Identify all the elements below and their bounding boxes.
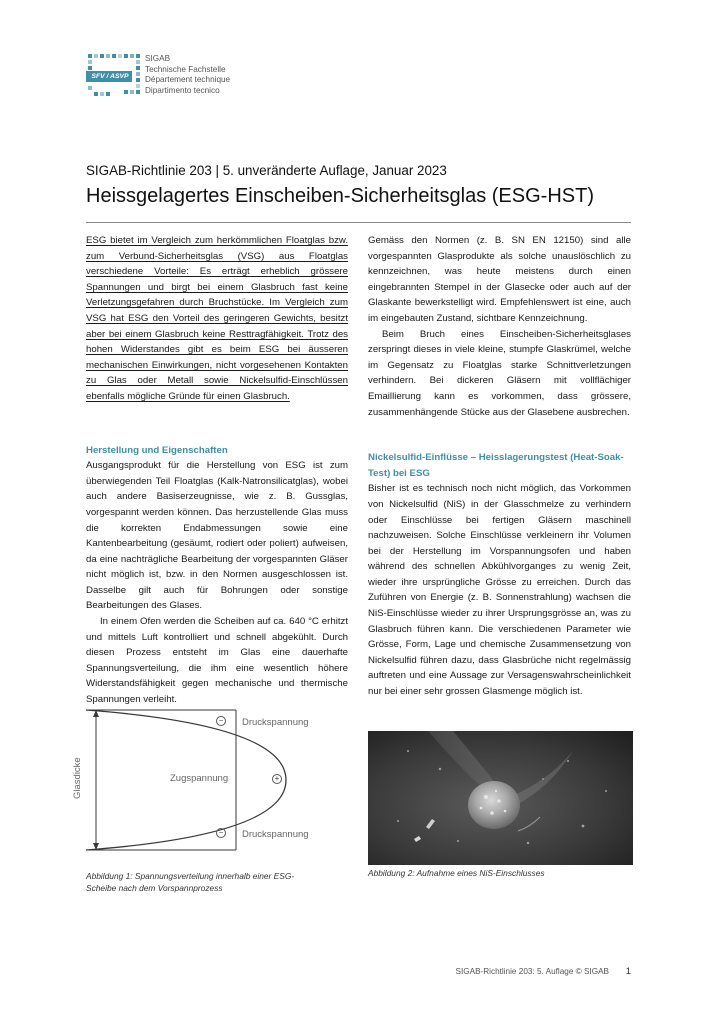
minus-sign-icon: − xyxy=(216,716,226,726)
paragraph: Bisher ist es technisch noch nicht möglich, das Vorkommen von Nickelsulfid (NiS) in der Glasschmelze zu verhindern oder Einschlüsse bei fertigen Gläsern maschinell nachzuweisen. Solche Einschlüsse verkleinern ihr Volumen bei der Herstellung im Vorspannungsofen und haben während des schnellen Abkühlvorganges zu wenig Zeit, wieder ihre ursprüngliche Grösse zu erreichen. Durch das Zuführen von Energie (z. B. Sonnenstrahlung) wachsen die NiS-Einschlüsse wieder zu ihrer Ursprungsgrösse an, was zu Glasbruch führen kann. Die verschiedenen Parameter wie Grösse, Form, Lage und chemische Zusammensetzung von Nickelsulfid führen dazu, dass Glasbrüche nicht regelmässig auftreten und eine Aussage zur Versagenswahrscheinlichkeit nur bei einer sehr grossen Glasmenge möglich ist. xyxy=(368,483,631,698)
logo-line-org: SIGAB xyxy=(145,54,171,63)
intro-paragraph: ESG bietet im Vergleich zum herkömmlichen Floatglas bzw. zum Verbund-Sicherheitsglas (VSG) aus Floatglas verschiedene Vorteile: Es erträgt erheblich grössere Spannungen und birgt bei einem Glasbruch fast keine Verletzungsgefahren durch Bruchstücke. Im Vergleich zum VSG hat ESG den Vorteil des geringeren Gewichts, besitzt aber bei einem Glasbruch keine Resttragfähigkeit. Trotz des hohen Widerstandes gibt es beim ESG bei äusseren mechanischen Einwirkungen, nicht vorgesehenen Kontakten zu Glas oder Metall sowie Nickelsulfid-Einschlüssen ebenfalls mögliche Gründe für einen Glasbruch. xyxy=(86,235,348,402)
section-heading-production: Herstellung und Eigenschaften xyxy=(86,444,228,456)
header-divider xyxy=(86,222,631,223)
page-title: Heissgelagertes Einscheiben-Sicherheitsglas (ESG-HST) xyxy=(86,185,594,207)
sigab-logo xyxy=(86,52,144,100)
section-heading-nickel-sulfide: Nickelsulfid-Einflüsse – Heisslagerungstest (Heat-Soak-Test) bei ESG xyxy=(368,452,624,479)
figure-2-caption: Abbildung 2: Aufnahme eines NiS-Einschlusses xyxy=(368,868,545,878)
paragraph: Ausgangsprodukt für die Herstellung von ESG ist zum überwiegenden Teil Floatglas (Kalk-Natronsilicatglas), wobei auch andere Basiserzeugnisse, wie z. B. Gussglas, vorgespannt werden können. Das herzustellende Glas muss die korrekten Endabmessungen sowie eine Kantenbearbeitung (gesäumt, rodiert oder poliert) aufweisen, da eine nachträgliche Bearbeitung der vorgespannten Gläser nicht möglich ist, bzw. in den Normen ausgeschlossen ist. Dasselbe gilt auch für Bohrungen oder sonstige Bearbeitungen des Glases. xyxy=(86,460,348,612)
logo-line-it: Dipartimento tecnico xyxy=(145,85,220,95)
compressive-stress-bottom-label: Druckspannung xyxy=(242,829,309,840)
stress-diagram xyxy=(72,700,348,860)
nis-inclusion-photo xyxy=(368,731,633,865)
logo-line-fr: Département technique xyxy=(145,75,231,84)
tensile-stress-label: Zugspannung xyxy=(170,773,229,784)
minus-sign-icon: − xyxy=(216,828,226,838)
left-column xyxy=(86,233,348,708)
logo-text xyxy=(145,54,230,96)
paragraph: Gemäss den Normen (z. B. SN EN 12150) sind alle vorgespannten Glasprodukte als solche unauslöschlich zu kennzeichnen, was heute meistens durch einen eingebrannten Stempel in der Glasecke oder auch auf der Glaskante bewerkstelligt wird. Empfehlenswert ist eine, auch im eingebauten Zustand, sichtbare Kennzeichnung. xyxy=(368,235,631,324)
right-column xyxy=(368,233,631,700)
plus-sign-icon: + xyxy=(272,774,282,784)
logo-line-de: Technische Fachstelle xyxy=(145,64,226,74)
paragraph: Beim Bruch eines Einscheiben-Sicherheitsglases zerspringt dieses in viele kleine, stumpfe Glaskrümel, welche im Gegensatz zu Floatglas starke Schnittverletzungen verhindern. Bei dickeren Gläsern mit vollflächiger Emaillierung kann es vorkommen, dass grössere, zusammenhängende Stücke aus der Glasebene ausbrechen. xyxy=(368,328,631,418)
footer-reference: SIGAB-Richtlinie 203: 5. Auflage © SIGAB xyxy=(455,967,609,976)
document-subtitle: SIGAB-Richtlinie 203 | 5. unveränderte Auflage, Januar 2023 xyxy=(86,163,447,178)
figure-1-caption: Abbildung 1: Spannungsverteilung innerhalb einer ESG-Scheibe nach dem Vorspannprozess xyxy=(86,871,295,893)
glass-thickness-label: Glasdicke xyxy=(72,757,83,799)
logo-badge: SFV / ASVP xyxy=(91,73,129,80)
paragraph: In einem Ofen werden die Scheiben auf ca. 640 °C erhitzt und mittels Luft kontrolliert und schnell abgekühlt. Durch diesen Prozess entsteht im Glas eine dauerhafte Spannungsverteilung, die ihm eine wesentlich höhere Widerstandsfähigkeit gegen mechanische und thermische Spannungen verleiht. xyxy=(86,616,348,706)
compressive-stress-top-label: Druckspannung xyxy=(242,717,309,728)
page-number: 1 xyxy=(625,966,631,977)
